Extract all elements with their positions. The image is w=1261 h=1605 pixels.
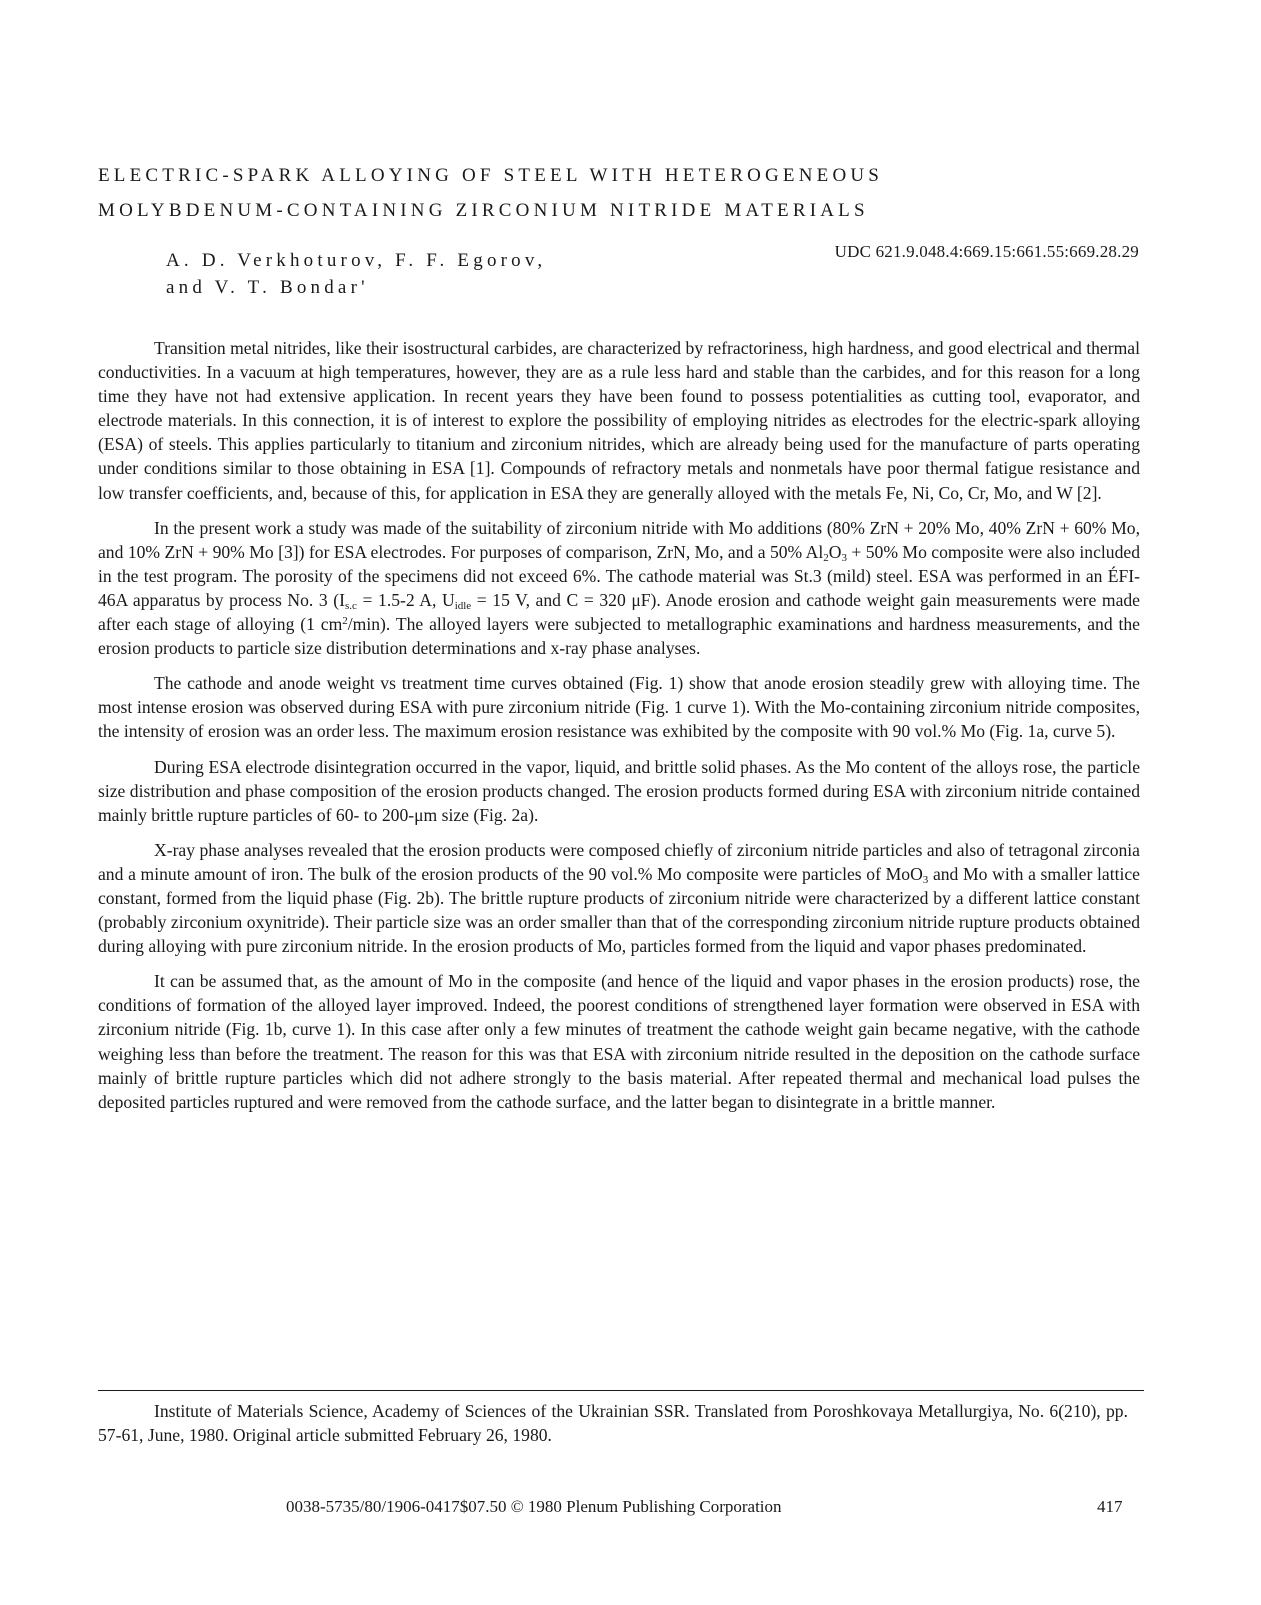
paragraph-4: During ESA electrode disintegration occurred in the vapor, liquid, and brittle solid phases. As the Mo content of the alloys rose, the particle size distribution and phase composition of the erosion products changed. The erosion products formed during ESA with zirconium nitride contained mainly brittle rupture particles of 60- to 200-μm size (Fig. 2a). — [98, 756, 1140, 825]
footnote — [98, 1399, 1128, 1447]
article-body — [98, 336, 1140, 1125]
footnote-divider — [98, 1390, 1144, 1391]
authors-line-1: A. D. Verkhoturov, F. F. Egorov, — [166, 250, 547, 271]
page-number: 417 — [1097, 1497, 1123, 1516]
paragraph-1: Transition metal nitrides, like their isostructural carbides, are characterized by refractoriness, high hardness, and good electrical and thermal conductivities. In a vacuum at high temperatures, however, they are as a rule less hard and stable than the carbides, and for this reason for a long time they have not had extensive application. In recent years they have been found to possess potentialities as cutting tool, evaporator, and electrode materials. In this connection, it is of interest to explore the possibility of employing nitrides as electrodes for the electric-spark alloying (ESA) of steels. This applies particularly to titanium and zirconium nitrides, which are already being used for the manufacture of parts operating under conditions similar to those obtaining in ESA [1]. Compounds of refractory metals and nonmetals have poor thermal fatigue resistance and low transfer coefficients, and, because of this, for application in ESA they are generally alloyed with the metals Fe, Ni, Co, Cr, Mo, and W [2]. — [98, 338, 1140, 503]
article-title — [98, 158, 1138, 228]
paragraph-3: The cathode and anode weight vs treatment time curves obtained (Fig. 1) show that anode erosion steadily grew with alloying time. The most intense erosion was observed during ESA with pure zirconium nitride (Fig. 1 curve 1). With the Mo-containing zirconium nitride composites, the intensity of erosion was an order less. The maximum erosion resistance was exhibited by the composite with 90 vol.% Mo (Fig. 1a, curve 5). — [98, 673, 1140, 742]
authors — [166, 247, 546, 301]
udc-code: UDC 621.9.048.4:669.15:661.55:669.28.29 — [834, 242, 1139, 261]
copyright-code: 0038-5735/80/1906-0417$07.50 © 1980 Plenum Publishing Corporation — [286, 1497, 782, 1516]
paragraph-5: X-ray phase analyses revealed that the erosion products were composed chiefly of zirconium nitride particles and also of tetragonal zirconia and a minute amount of iron. The bulk of the erosion products of the 90 vol.% Mo composite were particles of MoO$_3$ and Mo with a smaller lattice constant, formed from the liquid phase (Fig. 2b). The brittle rupture products of zirconium nitride were characterized by a different lattice constant (probably zirconium oxynitride). Their particle size was an order smaller than that of the corresponding zirconium nitride rupture products obtained during alloying with pure zirconium nitride. In the erosion products of Mo, particles formed from the liquid and vapor phases predominated. — [98, 839, 1140, 957]
title-line-2: MOLYBDENUM-CONTAINING ZIRCONIUM NITRIDE MATERIALS — [98, 200, 869, 221]
footnote-text: Institute of Materials Science, Academy of Sciences of the Ukrainian SSR. Translated from Poroshkovaya Metallurgiya, No. 6(210), pp. 57-61, June, 1980. Original article submitted February 26, 1980. — [98, 1401, 1128, 1445]
authors-line-2: and V. T. Bondar' — [166, 277, 369, 298]
title-line-1: ELECTRIC-SPARK ALLOYING OF STEEL WITH HETEROGENEOUS — [98, 165, 884, 186]
paragraph-6: It can be assumed that, as the amount of Mo in the composite (and hence of the liquid and vapor phases in the erosion products) rose, the conditions of formation of the alloyed layer improved. Indeed, the poorest conditions of strengthened layer formation were observed in ESA with zirconium nitride (Fig. 1b, curve 1). In this case after only a few minutes of treatment the cathode weight gain became negative, with the cathode weighing less than before the treatment. The reason for this was that ESA with zirconium nitride resulted in the deposition on the cathode surface mainly of brittle rupture particles which did not adhere strongly to the basis material. After repeated thermal and mechanical load pulses the deposited particles ruptured and were removed from the cathode surface, and the latter began to disintegrate in a brittle manner. — [98, 971, 1140, 1112]
paragraph-2: In the present work a study was made of the suitability of zirconium nitride with Mo additions (80% ZrN + 20% Mo, 40% ZrN + 60% Mo, and 10% ZrN + 90% Mo [3]) for ESA electrodes. For purposes of comparison, ZrN, Mo, and a 50% $Al_2O_3 + 50\%$ Mo composite were also included in the test program. The porosity of the specimens did not exceed 6%. The cathode material was St.3 (mild) steel. ESA was performed in an ÉFI-46A apparatus by process No. 3 ($I_{s.c} = 1.5-2$ A, $U_{idle} = 15$ V, and C = 320 μF). Anode erosion and cathode weight gain measurements were made after each stage of alloying (1 $cm^2/\min$). The alloyed layers were subjected to metallographic examinations and hardness measurements, and the erosion products to particle size distribution determinations and x-ray phase analyses. — [98, 517, 1140, 659]
